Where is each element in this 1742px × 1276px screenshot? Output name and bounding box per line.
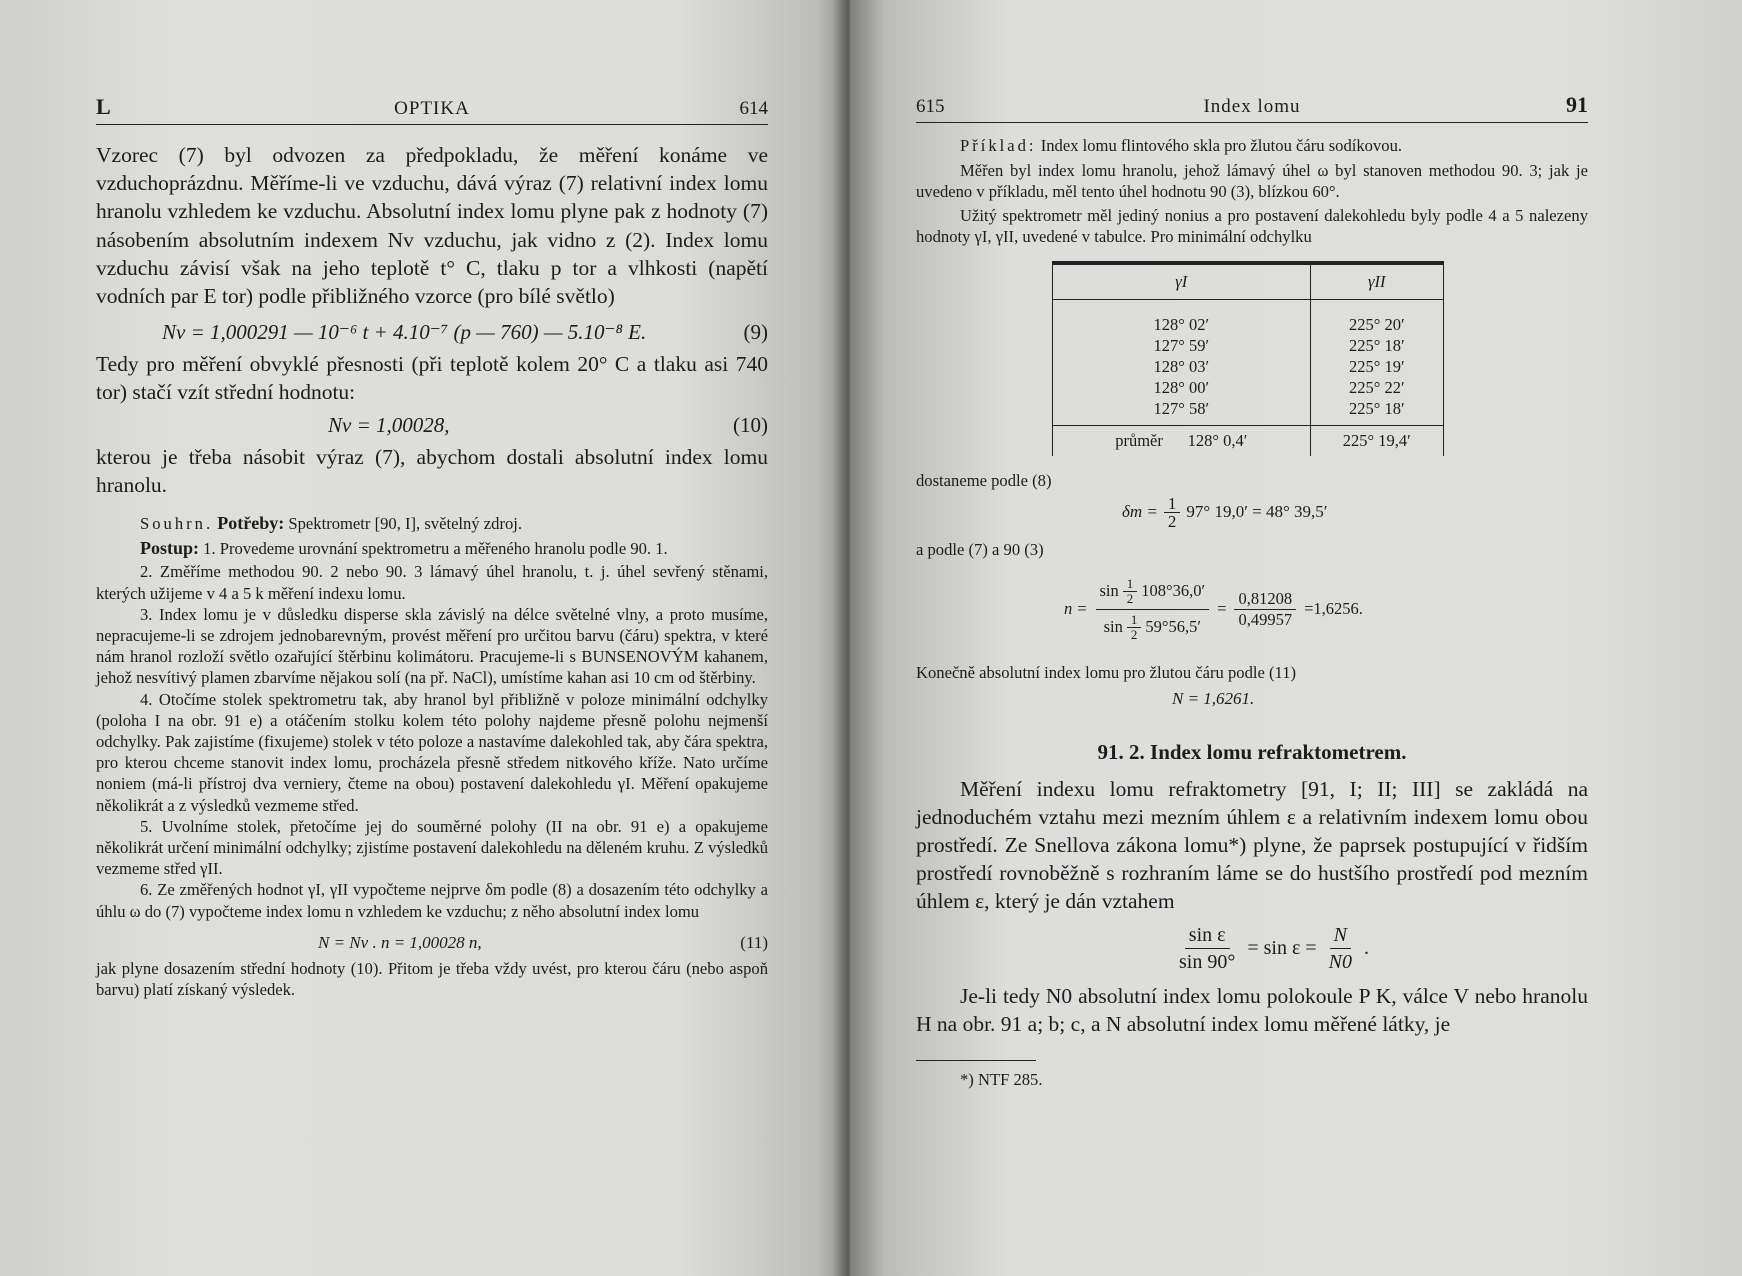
equation-critical-angle	[956, 916, 1588, 982]
n-numeric-bottom: 0,49957	[1238, 609, 1293, 629]
final-paragraph: Je-li tedy N0 absolutní index lomu polokoule P K, válce V nebo hranolu H na obr. 91 a; b; c, a N absolutní index lomu měřené látky, je	[916, 983, 1588, 1036]
step-4: 4. Otočíme stolek spektrometru tak, aby hranol byl přibližně v poloze minimální odchylky (poloha I na obr. 91 e) a otáčením stolku kolem této polohy najdeme přesně polohu nejmenší odchylky. Pak zajistíme (fixujeme) stolek v této poloze a nastavíme dalekohled tak, aby čára spektra, pro kterou chceme stanovit index lomu, procházela přesně středem nitkového kříže. Nato určíme noniem (má-li přístroj dva verniery, čteme na obou) postavení dalekohledu γI. Měření opakujeme několikrát a z výsledků vezmeme střed.	[96, 689, 768, 815]
postup-label: Postup:	[140, 538, 200, 559]
text-absolute-index: Konečně absolutní index lomu pro žlutou čáru podle (11)	[916, 663, 1297, 683]
refractometer-paragraph: Měření indexu lomu refraktometry [91, I; II; III] se zakládá na jednoduchém vztahu mezi mezním úhlem ε a relativním indexem lomu obou prostředí. Ze Snellova zákona lomu*) plyne, že paprsek postupující v řidším prostředí rovnoběžně s rozhraním láme se do hustšího prostředí pod mezním úhlem ε, který je dán vztahem	[916, 776, 1588, 914]
table-cell: 225° 20′	[1348, 315, 1405, 335]
table-average-gamma-ii	[1310, 426, 1443, 457]
sin-90: sin 90°	[1179, 951, 1236, 974]
table-cell: 225° 18′	[1348, 399, 1405, 419]
delta-rhs: 97° 19,0′ = 48° 39,5′	[1186, 502, 1328, 522]
footnote-rule	[916, 1060, 1036, 1061]
angle-bottom: 59°56,5′	[1145, 617, 1201, 637]
average-value-2: 225° 19,4′	[1342, 431, 1411, 451]
average-label: průměr	[1115, 431, 1163, 451]
half-top-den: 2	[1126, 590, 1134, 606]
sin-ratio	[1175, 922, 1239, 975]
step-6: 6. Ze změřených hodnot γI, γII vypočteme nejprve δm podle (8) a dosazením této odchylky a úhlu ω do (7) vypočteme index lomu n vzhledem ke vzduchu; z něho absolutní index lomu	[96, 880, 768, 921]
text-per-8: dostaneme podle (8)	[916, 471, 1052, 491]
half-bottom-den: 2	[1130, 626, 1138, 642]
needs-label: Potřeby:	[217, 513, 285, 534]
half-top-num: 1	[1123, 577, 1138, 592]
table-cell: 127° 58′	[1153, 399, 1210, 419]
equation-9-text: Nv = 1,000291 — 10⁻⁶ t + 4.10⁻⁷ (p — 760) — 5.10⁻⁸ E.	[162, 320, 647, 345]
closing-paragraph: jak plyne dosazením střední hodnoty (10). Přitom je třeba vždy uvést, pro kterou čáru (nebo aspoň barvu) platí získaný výsledek.	[96, 958, 768, 1000]
table-cell: 127° 59′	[1153, 336, 1210, 356]
n-numerator	[1096, 577, 1210, 610]
example-line	[916, 135, 1588, 156]
equation-10-number: (10)	[733, 412, 768, 437]
page-number-right: 615	[916, 96, 945, 117]
section-running-title: Index lomu	[1203, 96, 1301, 117]
delta-lhs: δm =	[1122, 502, 1158, 522]
sin-bottom: sin	[1103, 617, 1123, 637]
equation-10	[96, 407, 768, 443]
table-header-gamma-ii: γII	[1310, 265, 1443, 300]
half-bottom-num: 1	[1127, 613, 1142, 628]
n-result: =1,6256.	[1304, 599, 1363, 619]
example-label: Příklad:	[960, 136, 1037, 155]
n-lhs: n =	[1064, 599, 1088, 619]
half-top	[1123, 577, 1138, 606]
n-numeric-fraction	[1234, 589, 1296, 630]
step-5: 5. Uvolníme stolek, přetočíme jej do souměrné polohy (II na obr. 91 e) a opakujeme několikrát určení minimální odchylky; zjistíme postavení dalekohledu na děleném kruhu. Z výsledků vezmeme střed γII.	[96, 816, 768, 879]
chapter-mark: L	[96, 94, 111, 119]
angle-top: 108°36,0′	[1141, 581, 1206, 601]
paragraph-2: Tedy pro měření obvyklé přesnosti (při teplotě kolem 20° C a tlaku asi 740 tor) stačí vzít střední hodnotu:	[96, 352, 768, 405]
example-text: Index lomu flintového skla pro žlutou čáru sodíkovou.	[1040, 136, 1403, 155]
n-denominator	[1100, 610, 1205, 642]
equation-10-text: Nv = 1,00028,	[328, 412, 450, 437]
left-running-head	[96, 90, 768, 125]
table-header-gamma-i: γI	[1053, 265, 1311, 300]
delta-half	[1164, 495, 1181, 530]
footnote: *) NTF 285.	[960, 1070, 1043, 1090]
section-number: 91	[1566, 92, 1588, 117]
index-ratio	[1325, 922, 1356, 975]
right-page	[850, 0, 1742, 1276]
souhrn-label: Souhrn.	[140, 514, 214, 534]
equation-n	[1064, 566, 1588, 652]
equation-end: .	[1363, 937, 1369, 960]
step-1-text: 1. Provedeme urovnání spektrometru a měřeného hranolu podle 90. 1.	[203, 539, 668, 559]
step-1	[96, 538, 768, 559]
measurement-table	[1052, 261, 1444, 456]
equation-N-text: N = 1,6261.	[1172, 688, 1255, 708]
souhrn-line	[96, 513, 768, 534]
step-3: 3. Index lomu je v důsledku disperse skla závislý na délce světelné vlny, a proto musíme, nepracujeme-li se zdrojem jednobarevným, provést měření pro určitou barvu (čáru) spektra, v které nám hranol rozloží světlo ozařující štěrbinu kolimátoru. Pracujeme-li s BUNSENOVÝM kahanem, jehož nesvítivý plamen zbarvíme nějakou solí (na př. NaCl), umístíme kahan asi 10 cm od štěrbiny.	[96, 604, 768, 688]
equation-11	[96, 928, 768, 958]
table-cell: 225° 19′	[1348, 357, 1405, 377]
example-paragraph-1: Měřen byl index lomu hranolu, jehož lámavý úhel ω byl stanoven methodou 90. 3; jak je uvedeno v příkladu, měl tento úhel hodnotu 90 (3), blízkou 60°.	[916, 161, 1588, 202]
page-number-left: 614	[739, 98, 768, 119]
section-heading: 91. 2. Index lomu refraktometrem.	[1097, 739, 1407, 764]
intro-paragraph: Vzorec (7) byl odvozen za předpokladu, že měření konáme ve vzduchoprázdnu. Měříme-li ve vzduchu, dává výraz (7) relativní index lomu hranolu vzhledem ke vzduchu. Absolutní index lomu plyne pak z hodnoty (7) násobením absolutním indexem Nv vzduchu, jak vidno z (2). Index lomu vzduchu závisí však na jeho teplotě t° C, tlaku p tor a vlhkosti (napětí vodních par E tor) podle přibližného vzorce (pro bílé světlo)	[96, 143, 768, 309]
n-equals: =	[1217, 599, 1227, 619]
delta-half-num: 1	[1164, 495, 1181, 513]
table-cell: 225° 22′	[1348, 378, 1405, 398]
table-cell: 128° 00′	[1153, 378, 1210, 398]
equation-9-number: (9)	[743, 320, 768, 345]
chapter-title: OPTIKA	[394, 98, 470, 119]
text-per-7: a podle (7) a 90 (3)	[916, 540, 1044, 560]
half-bottom	[1127, 613, 1142, 642]
index-N0: N0	[1328, 951, 1352, 974]
equation-11-text: N = Nv . n = 1,00028 n,	[318, 932, 482, 952]
step-2: 2. Změříme methodou 90. 2 nebo 90. 3 lámavý úhel hranolu, t. j. úhel sevřený stěnami, kterých užijeme v 4 a 5 k měření indexu lomu.	[96, 562, 768, 603]
equation-9	[96, 314, 768, 350]
average-value-1: 128° 0,4′	[1187, 431, 1248, 451]
table-column-gamma-ii	[1310, 300, 1443, 426]
equation-N	[916, 684, 1588, 714]
left-page	[0, 0, 850, 1276]
needs-text: Spektrometr [90, I], světelný zdroj.	[288, 514, 523, 534]
table-cell: 128° 02′	[1153, 315, 1210, 335]
right-running-head	[916, 88, 1588, 123]
table-cell: 225° 18′	[1348, 336, 1405, 356]
delta-half-den: 2	[1167, 511, 1177, 531]
table-column-gamma-i	[1053, 300, 1311, 426]
n-numeric-top: 0,81208	[1234, 589, 1296, 610]
equation-11-number: (11)	[740, 932, 768, 952]
sin-middle: = sin ε =	[1247, 937, 1317, 960]
equation-delta	[1122, 491, 1588, 533]
sin-epsilon: sin ε	[1185, 922, 1230, 949]
paragraph-3: kterou je třeba násobit výraz (7), abychom dostali absolutní index lomu hranolu.	[96, 444, 768, 497]
table-cell: 128° 03′	[1153, 357, 1210, 377]
table-average-gamma-i	[1053, 426, 1311, 457]
n-sine-fraction	[1096, 577, 1210, 642]
example-paragraph-2: Užitý spektrometr měl jediný nonius a pro postavení dalekohledu byly podle 4 a 5 nalezeny hodnoty γI, γII, uvedené v tabulce. Pro minimální odchylku	[916, 205, 1588, 246]
sin-top: sin	[1099, 581, 1119, 601]
index-N: N	[1330, 922, 1351, 949]
